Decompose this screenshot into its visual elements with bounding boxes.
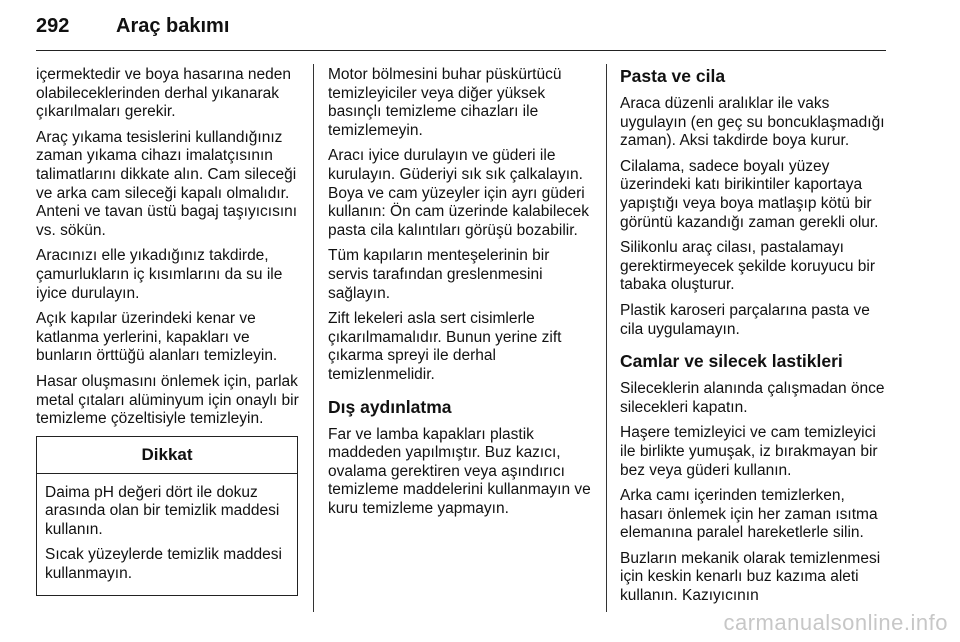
- caution-paragraph: Daima pH değeri dört ile dokuz arasında olan bir temizlik maddesi kullanın.: [45, 483, 280, 538]
- section-heading-windows-wipers: Camlar ve silecek lastikleri: [620, 351, 843, 372]
- section-heading-polish-wax: Pasta ve cila: [620, 66, 726, 86]
- column-2: [328, 66, 593, 525]
- column-divider: [313, 64, 314, 612]
- paragraph: Araca düzenli aralıklar ile vaks uygulayın (en geç su boncuklaşmadığı zaman). Aksi takdirde boya kurur.: [620, 95, 885, 150]
- page-title: Araç bakımı: [116, 15, 230, 37]
- paragraph: Tüm kapıların menteşelerinin bir servis tarafından greslenmesini sağlayın.: [328, 247, 550, 302]
- paragraph: Silikonlu araç cilası, pastalamayı gerektirmeyecek şekilde koruyucu bir tabaka oluşturur.: [620, 239, 875, 294]
- paragraph: Aracınızı elle yıkadığınız takdirde, çamurlukların iç kısımlarını da su ile iyice durulayın.: [36, 247, 283, 302]
- page-header: [36, 12, 886, 51]
- caution-box: [36, 436, 298, 596]
- paragraph: Sileceklerin alanında çalışmadan önce silecekleri kapatın.: [620, 380, 885, 416]
- paragraph: Cilalama, sadece boyalı yüzey üzerindeki katı birikintiler kaportaya yapıştığı veya boya matlaşıp kötü bir görüntü kazandığı zaman gerekli olur.: [620, 157, 879, 231]
- paragraph: Arka camı içerinden temizlerken, hasarı önlemek için her zaman ısıtma elemanına paralel hareketlerle silin.: [620, 487, 878, 542]
- paragraph: Buzların mekanik olarak temizlenmesi için keskin kenarlı buz kazıma aleti kullanın. Kazıyıcının: [620, 549, 881, 605]
- paragraph: Motor bölmesini buhar püskürtücü temizleyiciler veya diğer yüksek basınçlı temizleme cihazları ile temizlemeyin.: [328, 66, 562, 139]
- paragraph: Araç yıkama tesislerini kullandığınız zaman yıkama cihazı imalatçısının talimatlarını dikkate alın. Cam sileceği ve arka cam sileceği kapalı olmalıdır. Anteni ve tavan üstü bagaj taşıyıcısını vs. sökün.: [36, 128, 298, 239]
- page-number: 292: [36, 15, 70, 37]
- paragraph: Far ve lamba kapakları plastik maddeden yapılmıştır. Buz kazıcı, ovalama gerektiren veya aşındırıcı temizleme maddelerini kullanmayın ve kuru temizleme yapmayın.: [328, 425, 591, 517]
- column-1: [36, 66, 300, 596]
- paragraph: Haşere temizleyici ve cam temizleyici ile birlikte yumuşak, iz bırakmayan bir bez veya güderi kullanın.: [620, 424, 878, 479]
- column-3: [620, 66, 888, 613]
- caution-paragraph: Sıcak yüzeylerde temizlik maddesi kullanmayın.: [45, 546, 282, 583]
- caution-body: [37, 474, 297, 595]
- column-divider: [606, 64, 607, 612]
- paragraph: Zift lekeleri asla sert cisimlerle çıkarılmamalıdır. Bunun yerine zift çıkarma spreyi ile derhal temizlenmelidir.: [328, 310, 562, 383]
- caution-title: Dikkat: [37, 437, 297, 474]
- watermark: carmanualsonline.info: [723, 610, 948, 635]
- paragraph: Açık kapılar üzerindeki kenar ve katlanma yerlerini, kapakları ve bunların örttüğü alanları temizleyin.: [36, 310, 278, 365]
- paragraph: Plastik karoseri parçalarına pasta ve cila uygulamayın.: [620, 301, 870, 338]
- paragraph: Aracı iyice durulayın ve güderi ile kurulayın. Güderiyi sık sık çalkalayın. Boya ve cam yüzeyler için ayrı güderi kullanın: Ön cam üzerinde kalabilecek pasta cila kalıntıları görüşü bozabilir.: [328, 147, 590, 239]
- section-heading-exterior-lighting: Dış aydınlatma: [328, 396, 452, 417]
- paragraph: Hasar oluşmasını önlemek için, parlak metal çıtaları alüminyum için onaylı bir temizleme çözeltisiyle temizleyin.: [36, 372, 299, 428]
- paragraph: içermektedir ve boya hasarına neden olabileceklerinden derhal yıkanarak çıkarılmaları gerekir.: [36, 66, 292, 121]
